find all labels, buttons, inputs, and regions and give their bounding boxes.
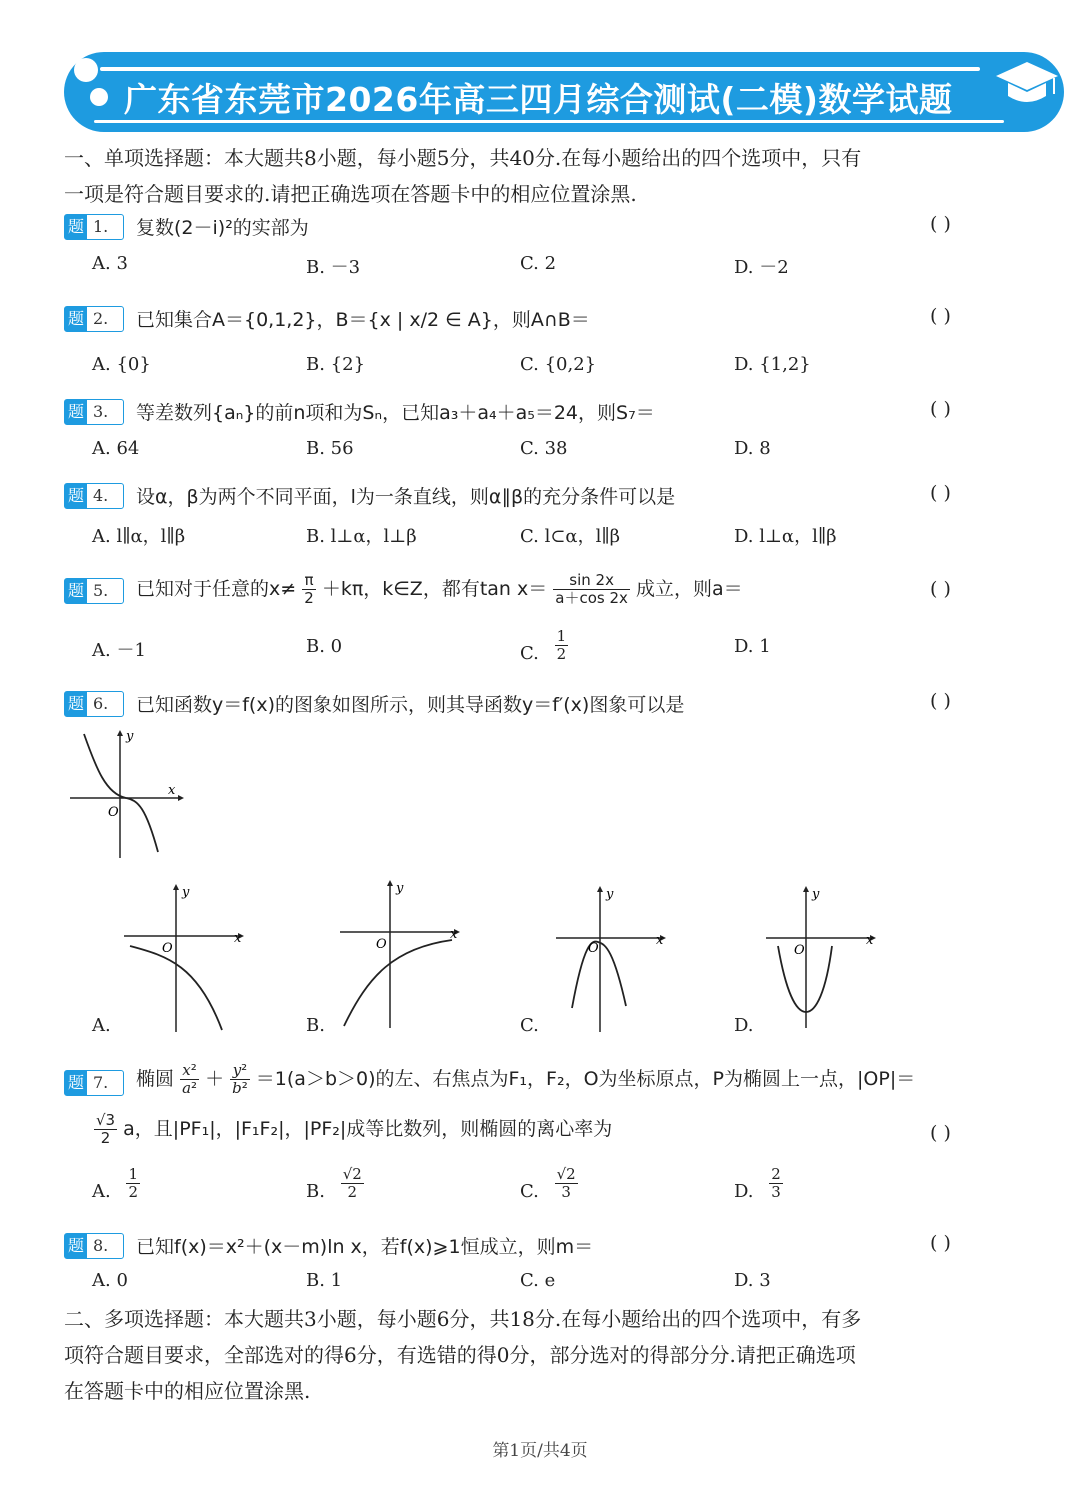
svg-text:x: x bbox=[450, 927, 458, 942]
option-c: C. l⊂α，l∥β bbox=[520, 526, 621, 547]
svg-text:x: x bbox=[866, 933, 874, 948]
question-stem: 设α，β为两个不同平面，l为一条直线，则α∥β的充分条件可以是 bbox=[136, 486, 676, 508]
svg-text:y: y bbox=[182, 885, 190, 900]
curve bbox=[84, 734, 158, 852]
section2-instructions bbox=[64, 1301, 1004, 1409]
question-7-line2 bbox=[64, 1112, 1004, 1158]
question-8-options bbox=[92, 1270, 992, 1298]
graph-label-c: C. bbox=[520, 1015, 539, 1036]
y-label: y bbox=[126, 729, 134, 744]
option-b: B. 0 bbox=[306, 636, 343, 657]
svg-text:O: O bbox=[376, 937, 387, 952]
question-5 bbox=[64, 572, 1004, 616]
svg-text:y: y bbox=[606, 887, 614, 902]
svg-text:O: O bbox=[794, 943, 805, 958]
option-c: C. $\frac{√2}{3}$ bbox=[520, 1165, 576, 1202]
section2-line3: 在答题卡中的相应位置涂黑. bbox=[64, 1379, 311, 1403]
section1-instructions bbox=[64, 140, 1004, 212]
graph-option-a bbox=[118, 880, 258, 1036]
question-badge: 题 6. bbox=[64, 691, 124, 717]
banner-line-top bbox=[100, 67, 980, 71]
x-label: x bbox=[168, 783, 176, 798]
section1-line1: 一、单项选择题：本大题共8小题，每小题5分，共40分.在每小题给出的四个选项中，只有 bbox=[64, 146, 862, 170]
question-stem: 等差数列{aₙ}的前n项和为Sₙ，已知a₃＋a₄＋a₅＝24，则S₇＝ bbox=[136, 402, 655, 424]
question-badge: 题 1. bbox=[64, 214, 124, 240]
question-stem: 已知对于任意的x≠ $\frac{\pi}{2}$ ＋kπ，k∈Z，都有tan x＝ $\frac{\sin 2x}{a+\cos 2x}$ 成立，则a＝ bbox=[136, 571, 743, 607]
graph-f bbox=[66, 728, 186, 862]
option-a: A. 0 bbox=[92, 1270, 128, 1291]
answer-paren: ( ) bbox=[930, 305, 951, 327]
banner-bullet bbox=[90, 88, 108, 106]
question-5-options bbox=[92, 628, 992, 668]
banner-line-bottom bbox=[94, 120, 1004, 123]
option-b: B. －3 bbox=[306, 257, 361, 278]
option-b: B. 1 bbox=[306, 1270, 343, 1291]
graph-option-c bbox=[552, 882, 692, 1038]
answer-paren: ( ) bbox=[930, 213, 951, 235]
option-d: D. －2 bbox=[734, 257, 789, 278]
section2-line2: 项符合题目要求，全部选对的得6分，有选错的得0分，部分选对的得部分分.请把正确选项 bbox=[64, 1343, 856, 1367]
question-4-options bbox=[92, 522, 992, 550]
answer-paren: ( ) bbox=[930, 690, 951, 712]
banner-dot-decoration bbox=[74, 58, 98, 82]
option-a: A. l∥α，l∥β bbox=[92, 526, 186, 547]
answer-paren: ( ) bbox=[930, 482, 951, 504]
question-badge: 题 5. bbox=[64, 578, 124, 604]
answer-paren: ( ) bbox=[930, 398, 951, 420]
option-d: D. l⊥α，l∥β bbox=[734, 526, 837, 547]
graph-label-a: A. bbox=[92, 1015, 111, 1036]
graph-label-b: B. bbox=[306, 1015, 325, 1036]
curve bbox=[572, 942, 626, 1008]
option-d: D. 8 bbox=[734, 438, 771, 459]
graph-option-b bbox=[334, 876, 474, 1032]
option-c: C. 2 bbox=[520, 253, 557, 274]
option-c: C. e bbox=[520, 1270, 556, 1291]
svg-text:O: O bbox=[162, 941, 173, 956]
x-axis-arrow bbox=[178, 795, 184, 801]
option-b: B. 56 bbox=[306, 438, 354, 459]
graduation-cap-icon bbox=[994, 56, 1060, 116]
question-badge: 题 2. bbox=[64, 306, 124, 332]
question-stem: 已知函数y＝f(x)的图象如图所示，则其导函数y＝f′(x)图象可以是 bbox=[136, 694, 685, 716]
question-badge: 题 3. bbox=[64, 399, 124, 425]
question-3-options bbox=[92, 438, 992, 466]
question-stem: 已知集合A＝{0,1,2}，B＝{x | x/2 ∈ A}，则A∩B＝ bbox=[136, 309, 590, 331]
question-stem: 椭圆 $\frac{\text{x²}}{\text{a²}}$ ＋ $\frac{\text{y²}}{\text{b²}}$ ＝1(a＞b＞0)的左、右焦点为F₁，F₂，O为坐标原点，P为椭圆上一点，|OP|＝ bbox=[136, 1061, 916, 1097]
answer-paren: ( ) bbox=[930, 578, 951, 600]
question-8 bbox=[64, 1231, 1004, 1265]
question-badge: 题 4. bbox=[64, 483, 124, 509]
option-c: C. $\frac{1}{2}$ bbox=[520, 627, 567, 664]
question-7-options bbox=[92, 1166, 992, 1210]
svg-text:x: x bbox=[656, 933, 664, 948]
section2-line1: 二、多项选择题：本大题共3小题，每小题6分，共18分.在每小题给出的四个选项中，有多 bbox=[64, 1307, 862, 1331]
curve bbox=[778, 946, 832, 1012]
graph-label-d: D. bbox=[734, 1015, 754, 1036]
question-stem: 复数(2－i)²的实部为 bbox=[136, 217, 309, 239]
page-title: 广东省东莞市2026年高三四月综合测试(二模)数学试题 bbox=[124, 80, 953, 119]
option-b: B. l⊥α，l⊥β bbox=[306, 526, 417, 547]
page-number: 第1页/共4页 bbox=[492, 1441, 588, 1461]
question-stem: 已知f(x)＝x²＋(x－m)ln x，若f(x)⩾1恒成立，则m＝ bbox=[136, 1236, 594, 1258]
option-d: D. 3 bbox=[734, 1270, 771, 1291]
answer-paren: ( ) bbox=[930, 1122, 951, 1144]
question-4 bbox=[64, 481, 1004, 515]
option-d: D. $\frac{2}{3}$ bbox=[734, 1165, 781, 1202]
option-a: A. $\frac{1}{2}$ bbox=[92, 1165, 139, 1202]
graph-option-d bbox=[762, 882, 902, 1038]
answer-paren: ( ) bbox=[930, 1232, 951, 1254]
option-b: B. {2} bbox=[306, 354, 366, 375]
section1-line2: 一项是符合题目要求的.请把正确选项在答题卡中的相应位置涂黑. bbox=[64, 182, 637, 206]
option-b: B. $\frac{√2}{2}$ bbox=[306, 1165, 362, 1202]
option-a: A. 64 bbox=[92, 438, 140, 459]
question-badge: 题 7. bbox=[64, 1070, 124, 1096]
svg-text:y: y bbox=[396, 881, 404, 896]
curve bbox=[344, 940, 452, 1026]
option-a: A. 3 bbox=[92, 253, 128, 274]
option-d: D. 1 bbox=[734, 636, 771, 657]
y-axis-arrow bbox=[117, 730, 123, 736]
option-c: C. {0,2} bbox=[520, 354, 597, 375]
question-badge: 题 8. bbox=[64, 1233, 124, 1259]
question-2 bbox=[64, 304, 1004, 338]
option-c: C. 38 bbox=[520, 438, 568, 459]
question-1-options bbox=[92, 253, 992, 281]
question-3 bbox=[64, 397, 1004, 431]
svg-text:x: x bbox=[234, 931, 242, 946]
svg-text:O: O bbox=[588, 941, 599, 956]
origin-label: O bbox=[108, 805, 119, 820]
option-a: A. －1 bbox=[92, 640, 146, 661]
question-7 bbox=[64, 1062, 1004, 1106]
header-banner bbox=[64, 52, 1064, 132]
question-stem-continued: $\frac{√3}{2}$ a，且|PF₁|，|F₁F₂|，|PF₂|成等比数列，则椭圆的离心率为 bbox=[96, 1111, 613, 1147]
option-a: A. {0} bbox=[92, 354, 151, 375]
option-d: D. {1,2} bbox=[734, 354, 811, 375]
svg-text:y: y bbox=[812, 887, 820, 902]
question-2-options bbox=[92, 354, 992, 382]
question-6 bbox=[64, 689, 1004, 723]
question-1 bbox=[64, 212, 1004, 246]
